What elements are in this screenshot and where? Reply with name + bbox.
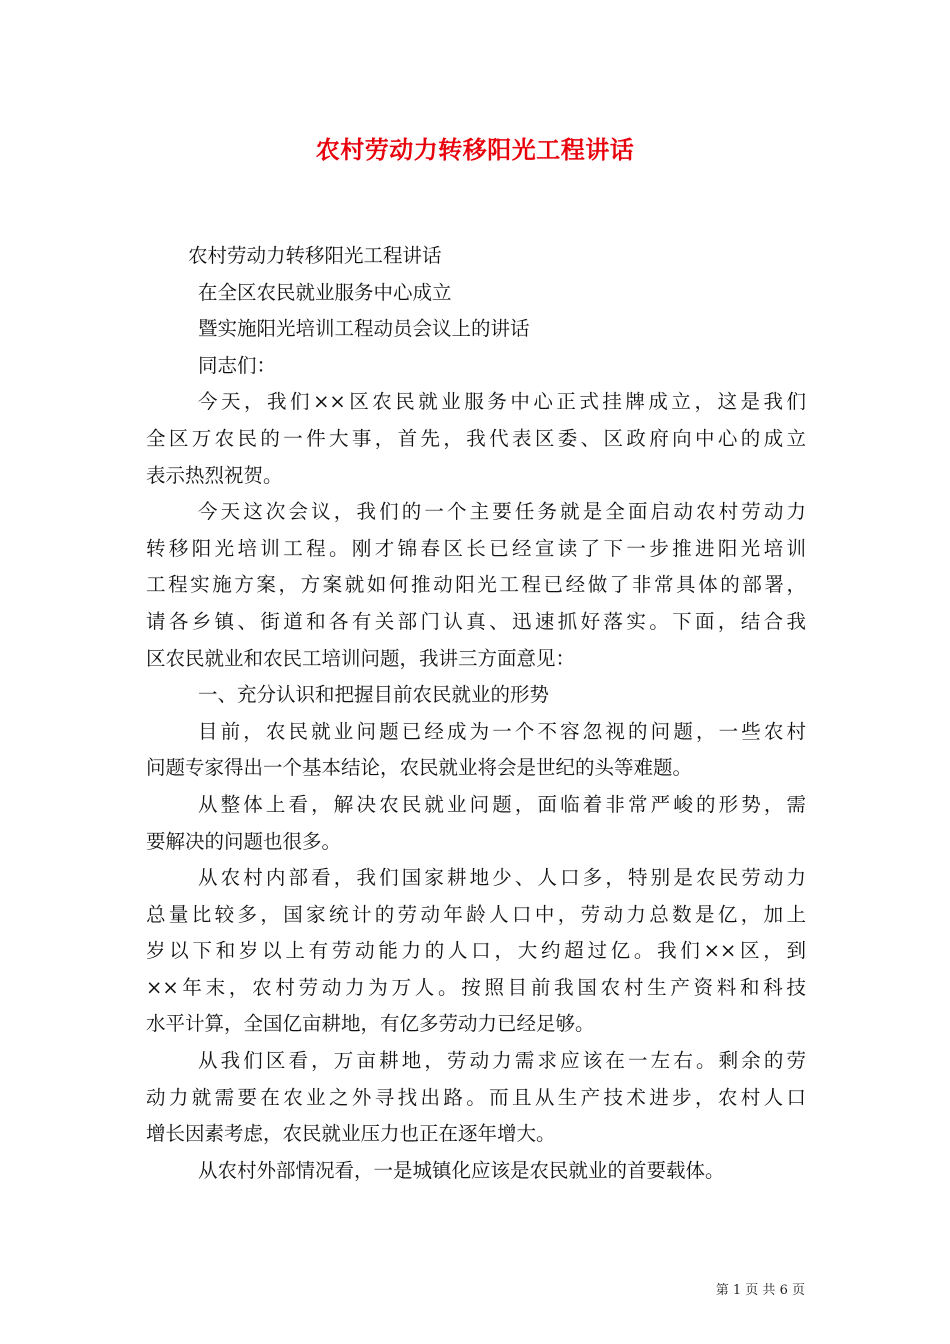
paragraph-line: 全区万农民的一件大事，首先，我代表区委、区政府向中心的成立 [146, 426, 806, 450]
paragraph-line: 区农民就业和农民工培训问题，我讲三方面意见： [146, 646, 576, 670]
paragraph-line: 转移阳光培训工程。刚才锦春区长已经宣读了下一步推进阳光培训 [146, 536, 806, 560]
heading-line: 农村劳动力转移阳光工程讲话 [188, 244, 442, 267]
document-body [146, 238, 806, 1189]
paragraph-line: 水平计算，全国亿亩耕地，有亿多劳动力已经足够。 [146, 1012, 595, 1036]
paragraph-line: 从农村内部看，我们国家耕地少、人口多，特别是农民劳动力 [198, 866, 806, 890]
paragraph-line: 从整体上看，解决农民就业问题，面临着非常严峻的形势，需 [198, 792, 806, 816]
footer-page-number: 1 [732, 1283, 742, 1298]
footer-middle: 页 共 [745, 1283, 776, 1298]
paragraph-line: 表示热烈祝贺。 [146, 463, 283, 487]
salutation: 同志们： [198, 353, 277, 377]
paragraph-line: 动力就需要在农业之外寻找出路。而且从生产技术进步，农村人口 [146, 1085, 806, 1109]
paragraph-line: 要解决的问题也很多。 [146, 829, 342, 853]
document-title: 农村劳动力转移阳光工程讲话 [315, 135, 635, 164]
paragraph-line: 今天这次会议，我们的一个主要任务就是全面启动农村劳动力 [198, 500, 806, 524]
footer-suffix: 页 [791, 1283, 805, 1298]
paragraph-line: 岁以下和岁以上有劳动能力的人口，大约超过亿。我们××区，到 [146, 939, 806, 963]
paragraph-line: 从我们区看，万亩耕地，劳动力需求应该在一左右。剩余的劳 [198, 1049, 806, 1073]
paragraph-line: 目前，农民就业问题已经成为一个不容忽视的问题，一些农村 [198, 719, 806, 743]
paragraph-line: 今天，我们××区农民就业服务中心正式挂牌成立，这是我们 [198, 390, 806, 414]
paragraph-line: 工程实施方案，方案就如何推动阳光工程已经做了非常具体的部署， [146, 573, 806, 597]
footer-total-pages: 6 [779, 1283, 788, 1298]
paragraph-line: 总量比较多，国家统计的劳动年龄人口中，劳动力总数是亿，加上 [146, 902, 806, 926]
paragraph-line: 从农村外部情况看，一是城镇化应该是农民就业的首要载体。 [198, 1158, 725, 1182]
paragraph-line: 请各乡镇、街道和各有关部门认真、迅速抓好落实。下面，结合我 [146, 609, 806, 633]
paragraph-line: ××年末，农村劳动力为万人。按照目前我国农村生产资料和科技 [146, 975, 806, 999]
section-heading: 一、充分认识和把握目前农民就业的形势 [198, 683, 550, 707]
heading-line: 在全区农民就业服务中心成立 [198, 280, 452, 304]
paragraph-line: 问题专家得出一个基本结论，农民就业将会是世纪的头等难题。 [146, 756, 693, 780]
footer-prefix: 第 [715, 1283, 729, 1298]
page-footer [716, 1279, 805, 1298]
paragraph-line: 增长因素考虑，农民就业压力也正在逐年增大。 [146, 1122, 556, 1146]
heading-line: 暨实施阳光培训工程动员会议上的讲话 [198, 317, 530, 341]
